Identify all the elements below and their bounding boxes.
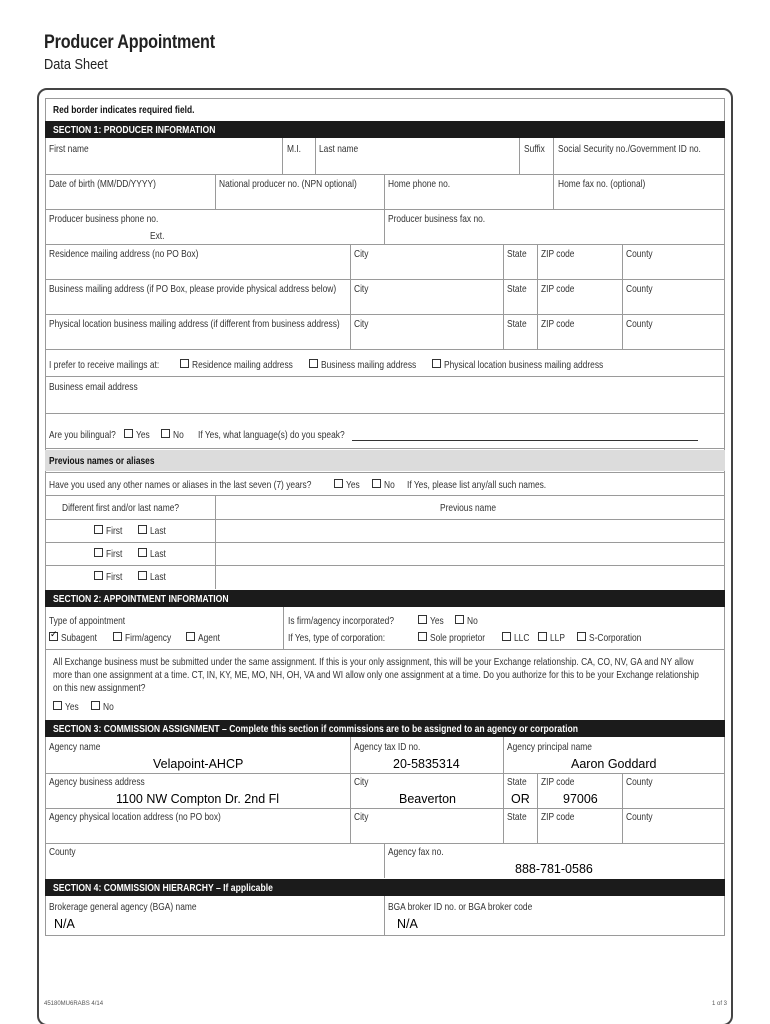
row-line bbox=[45, 413, 725, 414]
zip-label: ZIP code bbox=[541, 248, 575, 260]
section2-header bbox=[45, 590, 725, 607]
mi-label: M.I. bbox=[287, 143, 301, 155]
row-line bbox=[45, 279, 725, 280]
city-label: City bbox=[354, 248, 369, 260]
incorporated-no-checkbox[interactable] bbox=[455, 615, 464, 624]
city-label: City bbox=[354, 318, 369, 330]
agency-address-value[interactable]: 1100 NW Compton Dr. 2nd Fl bbox=[116, 792, 280, 806]
divider bbox=[350, 244, 351, 349]
s-corp-label: S-Corporation bbox=[589, 632, 642, 644]
previous-name-header: Previous name bbox=[440, 502, 497, 514]
residence-address-label: Residence mailing address (no PO Box) bbox=[49, 248, 199, 260]
first-name-label: First name bbox=[49, 143, 89, 155]
section4-title: SECTION 4: COMMISSION HIERARCHY – If applicable bbox=[53, 882, 273, 894]
alias2-first-label: First bbox=[106, 548, 123, 560]
broker-id-value[interactable]: N/A bbox=[397, 917, 418, 931]
incorporated-question: Is firm/agency incorporated? bbox=[288, 615, 394, 627]
agency-name-value[interactable]: Velapoint-AHCP bbox=[153, 757, 244, 771]
row-line bbox=[45, 519, 725, 520]
section3-header bbox=[45, 720, 725, 737]
business-checkbox[interactable] bbox=[309, 359, 318, 368]
language-question: If Yes, what language(s) do you speak? bbox=[198, 429, 345, 441]
row-line bbox=[45, 448, 725, 449]
bilingual-yes-label: Yes bbox=[136, 429, 150, 441]
physical-city-label: City bbox=[354, 811, 369, 823]
agency-city-value[interactable]: Beaverton bbox=[399, 792, 456, 806]
tax-id-label: Agency tax ID no. bbox=[354, 741, 421, 753]
bilingual-question: Are you bilingual? bbox=[49, 429, 116, 441]
row-line bbox=[45, 472, 725, 473]
s-corp-checkbox[interactable] bbox=[577, 632, 586, 641]
incorporated-no-label: No bbox=[467, 615, 478, 627]
section1-header bbox=[45, 121, 725, 138]
row-line bbox=[45, 649, 725, 650]
county-label: County bbox=[626, 248, 653, 260]
llp-checkbox[interactable] bbox=[538, 632, 547, 641]
residence-option-label: Residence mailing address bbox=[192, 359, 293, 371]
assignment-paragraph bbox=[53, 656, 709, 695]
divider bbox=[622, 773, 623, 843]
bga-name-value[interactable]: N/A bbox=[54, 917, 75, 931]
agency-state-label: State bbox=[507, 776, 527, 788]
alias3-last-checkbox[interactable] bbox=[138, 571, 147, 580]
ssn-label: Social Security no./Government ID no. bbox=[558, 143, 701, 155]
agency-zip-label: ZIP code bbox=[541, 776, 575, 788]
divider bbox=[537, 244, 538, 349]
bga-name-label: Brokerage general agency (BGA) name bbox=[49, 901, 197, 913]
email-label: Business email address bbox=[49, 381, 138, 393]
row-line bbox=[45, 209, 725, 210]
subagent-checkbox[interactable] bbox=[49, 632, 58, 641]
agency-name-label: Agency name bbox=[49, 741, 101, 753]
section3-title: SECTION 3: COMMISSION ASSIGNMENT – Complete this section if commissions are to be assigned to an agency or corporation bbox=[53, 723, 578, 735]
incorporated-yes-checkbox[interactable] bbox=[418, 615, 427, 624]
agency-fax-label: Agency fax no. bbox=[388, 846, 444, 858]
physical-location-label: Agency physical location address (no PO box) bbox=[49, 811, 221, 823]
county2-label: County bbox=[49, 846, 76, 858]
alias2-last-label: Last bbox=[150, 548, 166, 560]
bilingual-yes-checkbox[interactable] bbox=[124, 429, 133, 438]
home-phone-label: Home phone no. bbox=[388, 178, 451, 190]
ext-label: Ext. bbox=[150, 230, 165, 242]
appointment-type-label: Type of appointment bbox=[49, 615, 126, 627]
home-fax-label: Home fax no. (optional) bbox=[558, 178, 646, 190]
divider bbox=[384, 896, 385, 936]
suffix-label: Suffix bbox=[524, 143, 545, 155]
authorize-no-checkbox[interactable] bbox=[91, 701, 100, 710]
county-label: County bbox=[626, 318, 653, 330]
agent-checkbox[interactable] bbox=[186, 632, 195, 641]
row-line bbox=[45, 565, 725, 566]
section4-header bbox=[45, 879, 725, 896]
row-line bbox=[45, 495, 725, 496]
physical-state-label: State bbox=[507, 811, 527, 823]
divider bbox=[503, 737, 504, 773]
paragraph-line: All Exchange business must be submitted under the same assignment. If this is your only assignment, this will be your Exchange relationship. CA, CO, NV, GA and NY allow bbox=[53, 656, 694, 668]
tax-id-value[interactable]: 20-5835314 bbox=[393, 757, 460, 771]
divider bbox=[350, 773, 351, 843]
divider bbox=[503, 773, 504, 843]
divider bbox=[384, 209, 385, 244]
physical-zip-label: ZIP code bbox=[541, 811, 575, 823]
alias3-first-checkbox[interactable] bbox=[94, 571, 103, 580]
divider bbox=[622, 244, 623, 349]
npn-label: National producer no. (NPN optional) bbox=[219, 178, 357, 190]
agent-label: Agent bbox=[198, 632, 220, 644]
row-line bbox=[45, 314, 725, 315]
previous-names-heading: Previous names or aliases bbox=[49, 455, 155, 467]
row-line bbox=[45, 935, 725, 936]
agency-county-label: County bbox=[626, 776, 653, 788]
zip-label: ZIP code bbox=[541, 318, 575, 330]
state-label: State bbox=[507, 248, 527, 260]
divider bbox=[519, 138, 520, 174]
divider bbox=[215, 174, 216, 209]
previous-names-question: Have you used any other names or aliases in the last seven (7) years? bbox=[49, 479, 312, 491]
form-subtitle: Data Sheet bbox=[44, 56, 108, 73]
row-line bbox=[45, 174, 725, 175]
alias1-last-label: Last bbox=[150, 525, 166, 537]
divider bbox=[503, 244, 504, 349]
corporation-type-label: If Yes, type of corporation: bbox=[288, 632, 386, 644]
business-option-label: Business mailing address bbox=[321, 359, 417, 371]
required-note: Red border indicates required field. bbox=[53, 104, 195, 116]
sole-proprietor-label: Sole proprietor bbox=[430, 632, 486, 644]
dob-label: Date of birth (MM/DD/YYYY) bbox=[49, 178, 156, 190]
last-name-label: Last name bbox=[319, 143, 359, 155]
llc-label: LLC bbox=[514, 632, 530, 644]
divider bbox=[282, 138, 283, 174]
aliases-list-instruction: If Yes, please list any/all such names. bbox=[407, 479, 547, 491]
agency-address-label: Agency business address bbox=[49, 776, 145, 788]
sole-proprietor-checkbox[interactable] bbox=[418, 632, 427, 641]
biz-phone-label: Producer business phone no. bbox=[49, 213, 159, 225]
bilingual-no-label: No bbox=[173, 429, 184, 441]
agency-city-label: City bbox=[354, 776, 369, 788]
principal-value[interactable]: Aaron Goddard bbox=[571, 757, 657, 771]
subagent-label: Subagent bbox=[61, 632, 97, 644]
form-code: 45180MU6RABS 4/14 bbox=[44, 1001, 104, 1007]
authorize-yes-checkbox[interactable] bbox=[53, 701, 62, 710]
aliases-no-checkbox[interactable] bbox=[372, 479, 381, 488]
alias1-first-label: First bbox=[106, 525, 123, 537]
divider bbox=[537, 773, 538, 843]
prefer-mail-label: I prefer to receive mailings at: bbox=[49, 359, 160, 371]
incorporated-yes-label: Yes bbox=[430, 615, 444, 627]
bilingual-no-checkbox[interactable] bbox=[161, 429, 170, 438]
broker-id-label: BGA broker ID no. or BGA broker code bbox=[388, 901, 533, 913]
city-label: City bbox=[354, 283, 369, 295]
alias1-first-checkbox[interactable] bbox=[94, 525, 103, 534]
divider bbox=[384, 174, 385, 209]
alias2-first-checkbox[interactable] bbox=[94, 548, 103, 557]
alias1-last-checkbox[interactable] bbox=[138, 525, 147, 534]
divider bbox=[553, 174, 554, 209]
paragraph-line: on this new assignment? bbox=[53, 682, 146, 694]
section2-title: SECTION 2: APPOINTMENT INFORMATION bbox=[53, 593, 229, 605]
row-line bbox=[45, 376, 725, 377]
state-label: State bbox=[507, 283, 527, 295]
physical-checkbox[interactable] bbox=[432, 359, 441, 368]
agency-state-value[interactable]: OR bbox=[511, 792, 530, 806]
row-line bbox=[45, 349, 725, 350]
county-label: County bbox=[626, 283, 653, 295]
paragraph-line: more than one assignment at a time. CT, IN, KY, ME, MO, NH, OH, VA and WI allow only one assignment at a time. Do you authorize for this to be your Exchange relationship bbox=[53, 669, 699, 681]
different-name-header: Different first and/or last name? bbox=[62, 502, 180, 514]
agency-zip-value[interactable]: 97006 bbox=[563, 792, 598, 806]
biz-fax-label: Producer business fax no. bbox=[388, 213, 486, 225]
divider bbox=[384, 843, 385, 878]
physical-address-label: Physical location business mailing address (if different from business address) bbox=[49, 318, 340, 330]
divider bbox=[553, 138, 554, 174]
business-address-label: Business mailing address (if PO Box, please provide physical address below) bbox=[49, 283, 337, 295]
principal-label: Agency principal name bbox=[507, 741, 592, 753]
language-line bbox=[352, 440, 698, 441]
alias3-first-label: First bbox=[106, 571, 123, 583]
agency-fax-value[interactable]: 888-781-0586 bbox=[515, 862, 593, 876]
residence-checkbox[interactable] bbox=[180, 359, 189, 368]
zip-label: ZIP code bbox=[541, 283, 575, 295]
physical-county-label: County bbox=[626, 811, 653, 823]
alias2-last-checkbox[interactable] bbox=[138, 548, 147, 557]
section1-title: SECTION 1: PRODUCER INFORMATION bbox=[53, 124, 216, 136]
divider bbox=[315, 138, 316, 174]
alias3-last-label: Last bbox=[150, 571, 166, 583]
divider bbox=[283, 607, 284, 649]
row-line bbox=[45, 843, 725, 844]
state-label: State bbox=[507, 318, 527, 330]
llp-label: LLP bbox=[550, 632, 565, 644]
firm-agency-label: Firm/agency bbox=[125, 632, 172, 644]
row-line bbox=[45, 773, 725, 774]
authorize-yes-label: Yes bbox=[65, 701, 79, 713]
row-line bbox=[45, 244, 725, 245]
row-line bbox=[45, 542, 725, 543]
aliases-no-label: No bbox=[384, 479, 395, 491]
row-line bbox=[45, 808, 725, 809]
physical-option-label: Physical location business mailing address bbox=[444, 359, 604, 371]
aliases-yes-checkbox[interactable] bbox=[334, 479, 343, 488]
divider bbox=[350, 737, 351, 773]
page-number: 1 of 3 bbox=[712, 1001, 728, 1007]
firm-agency-checkbox[interactable] bbox=[113, 632, 122, 641]
authorize-no-label: No bbox=[103, 701, 114, 713]
aliases-yes-label: Yes bbox=[346, 479, 360, 491]
form-title: Producer Appointment bbox=[44, 32, 215, 53]
llc-checkbox[interactable] bbox=[502, 632, 511, 641]
